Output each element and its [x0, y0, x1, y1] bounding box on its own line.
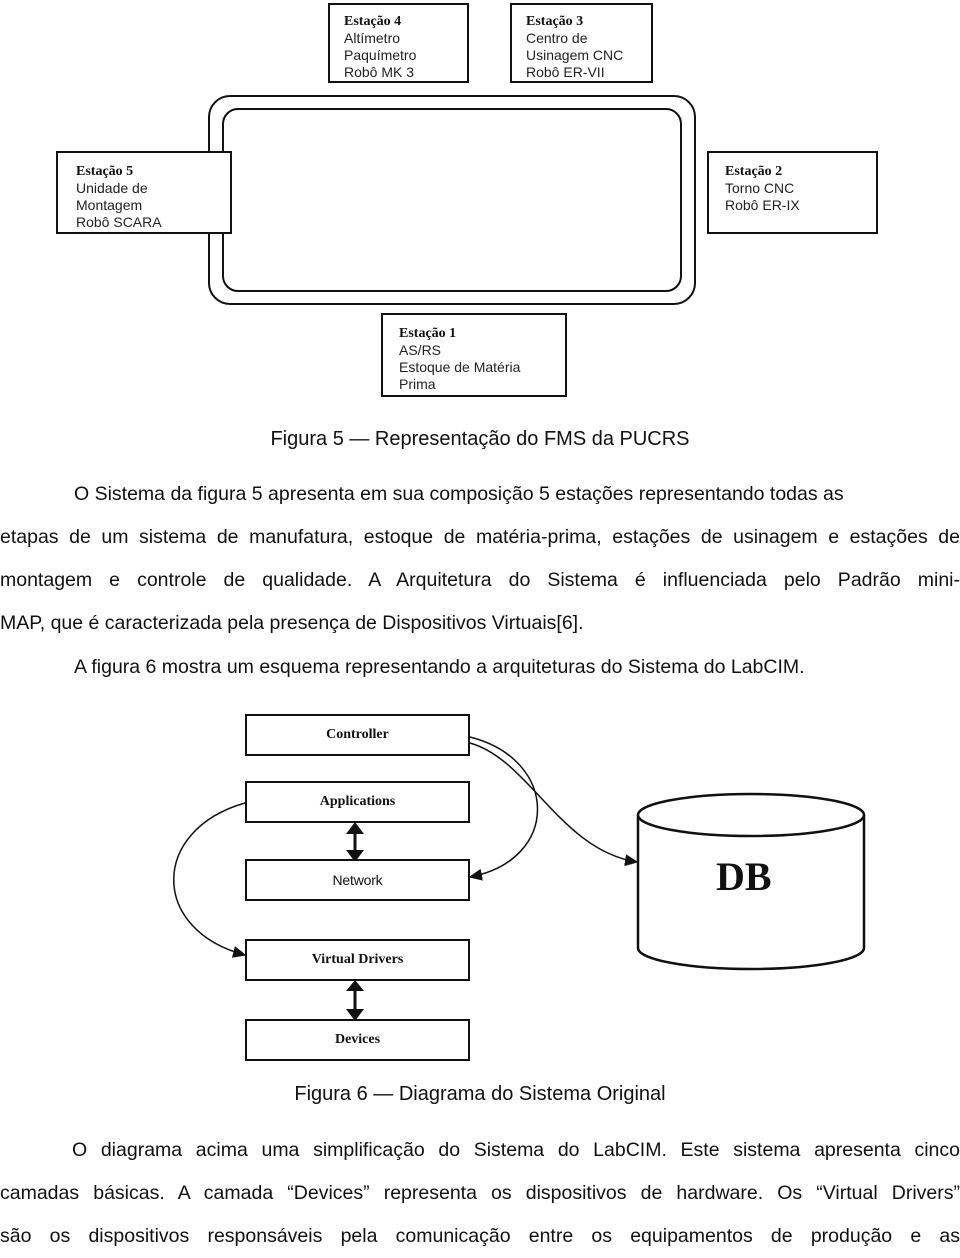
figure-6-caption: Figura 6 — Diagrama do Sistema Original — [294, 1083, 666, 1105]
station-3-line: Centro de — [526, 30, 588, 46]
station-4-line: Robô MK 3 — [344, 64, 415, 80]
controller-network-curve — [470, 737, 538, 877]
apps-drivers-curve — [174, 803, 245, 955]
layer-network: Network — [245, 859, 470, 901]
paragraph-3 — [0, 1129, 960, 1258]
apps-network-arrow — [346, 822, 364, 862]
station-3-line: Robô ER-VII — [526, 64, 605, 80]
station-4-line: Altímetro — [344, 30, 401, 46]
layer-virtual-drivers: Virtual Drivers — [245, 939, 470, 981]
paragraph-line: etapas de um sistema de manufatura, estoque de matéria-prima, estações de usinagem e estações de — [0, 526, 960, 548]
station-2-line: Torno CNC — [725, 180, 795, 196]
layer-applications: Applications — [245, 781, 470, 823]
station-5-title: Estação 5 — [76, 164, 134, 179]
db-label: DB — [716, 854, 772, 899]
station-3-line: Usinagem CNC — [526, 47, 624, 63]
station-1-line: Estoque de Matéria Prima — [399, 359, 521, 392]
station-4-line: Paquímetro — [344, 47, 417, 63]
paragraph-line: montagem e controle de qualidade. A Arquitetura do Sistema é influenciada pelo Padrão mini- — [0, 569, 960, 591]
controller-db-curve — [470, 743, 637, 862]
layer-controller: Controller — [245, 714, 470, 756]
station-2-title: Estação 2 — [725, 164, 783, 179]
station-5-line: Robô SCARA — [76, 214, 162, 230]
station-1-line: AS/RS — [399, 342, 442, 358]
station-4-title: Estação 4 — [344, 14, 402, 29]
paragraph-line: O Sistema da figura 5 apresenta em sua composição 5 estações representando todas as — [74, 483, 844, 505]
paragraph-line: MAP, que é caracterizada pela presença de Dispositivos Virtuais[6]. — [0, 612, 584, 634]
station-2-line: Robô ER-IX — [725, 197, 800, 213]
paragraph-line: camadas básicas. A camada “Devices” representa os dispositivos de hardware. Os “Virtual Drivers” — [0, 1182, 960, 1204]
station-1-title: Estação 1 — [399, 326, 457, 341]
station-3-title: Estação 3 — [526, 14, 584, 29]
paragraph-line: são os dispositivos responsáveis pela comunicação entre os equipamentos de produção e as — [0, 1225, 960, 1247]
figure-5-caption: Figura 5 — Representação do FMS da PUCRS — [270, 428, 690, 450]
paragraph-line: O diagrama acima uma simplificação do Sistema do LabCIM. Este sistema apresenta cinco — [72, 1139, 960, 1161]
layer-devices: Devices — [245, 1019, 470, 1061]
paragraph-line: A figura 6 mostra um esquema representando a arquiteturas do Sistema do LabCIM. — [74, 656, 805, 678]
station-5-line: Unidade de Montagem — [76, 180, 148, 213]
drivers-devices-arrow — [346, 980, 364, 1021]
